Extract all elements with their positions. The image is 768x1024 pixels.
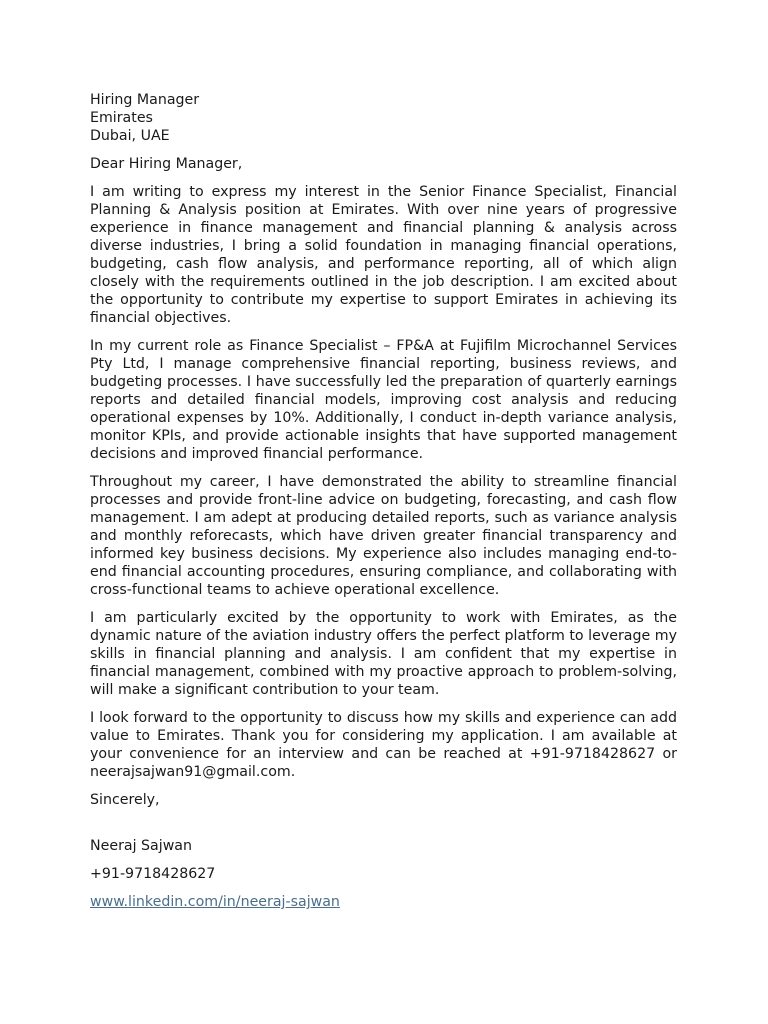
- closing-phrase: Sincerely,: [90, 792, 160, 808]
- signature-name: Neeraj Sajwan: [90, 838, 192, 854]
- recipient-company: Emirates: [90, 110, 153, 126]
- salutation: Dear Hiring Manager,: [90, 156, 243, 172]
- recipient-title: Hiring Manager: [90, 92, 200, 108]
- paragraph-closing: I look forward to the opportunity to discuss how my skills and experience can add value to Emirates. Thank you for considering my application. I am available at your convenience for an interview and can be reached at +91-9718428627 or neerajsajwan91@gmail.com.: [90, 710, 677, 780]
- signature-phone: +91-9718428627: [90, 866, 216, 882]
- cover-letter: [90, 91, 677, 911]
- paragraph-motivation: I am particularly excited by the opportunity to work with Emirates, as the dynamic nature of the aviation industry offers the perfect platform to leverage my skills in financial planning and analysis. I am confident that my expertise in financial management, combined with my proactive approach to problem-solving, will make a significant contribution to your team.: [90, 610, 677, 698]
- linkedin-link[interactable]: www.linkedin.com/in/neeraj-sajwan: [90, 894, 340, 910]
- paragraph-current-role: In my current role as Finance Specialist – FP&A at Fujifilm Microchannel Services Pty Ltd, I manage comprehensive financial reporting, business reviews, and budgeting processes. I have successfully led the preparation of quarterly earnings reports and detailed financial models, improving cost analysis and reducing operational expenses by 10%. Additionally, I conduct in-depth variance analysis, monitor KPIs, and provide actionable insights that have supported management decisions and improved financial performance.: [90, 338, 677, 462]
- signature-linkedin-row: [90, 893, 677, 911]
- paragraph-career: Throughout my career, I have demonstrated the ability to streamline financial processes and provide front-line advice on budgeting, forecasting, and cash flow management. I am adept at producing detailed reports, such as variance analysis and monthly reforecasts, which have driven greater financial transparency and informed key business decisions. My experience also includes managing end-to-end financial accounting procedures, ensuring compliance, and collaborating with cross-functional teams to achieve operational excellence.: [90, 474, 677, 598]
- paragraph-intro: I am writing to express my interest in the Senior Finance Specialist, Financial Planning & Analysis position at Emirates. With over nine years of progressive experience in finance management and financial planning & analysis across diverse industries, I bring a solid foundation in managing financial operations, budgeting, cash flow analysis, and performance reporting, all of which align closely with the requirements outlined in the job description. I am excited about the opportunity to contribute my expertise to support Emirates in achieving its financial objectives.: [90, 184, 677, 326]
- recipient-location: Dubai, UAE: [90, 128, 170, 144]
- recipient-address: [90, 91, 677, 145]
